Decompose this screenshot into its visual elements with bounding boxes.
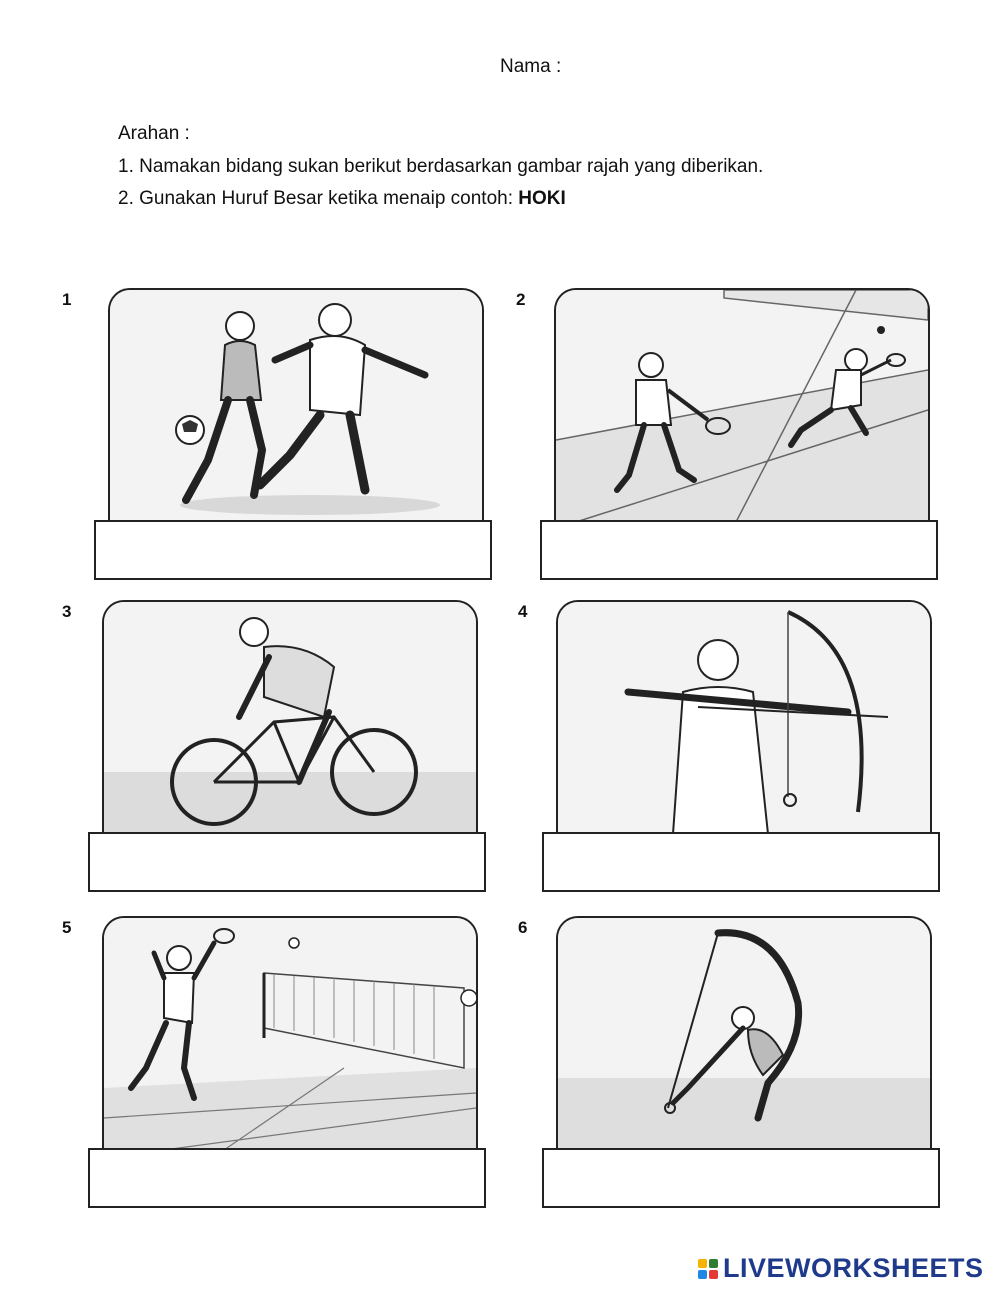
answer-input-1[interactable] xyxy=(96,522,490,578)
sport-panel-4 xyxy=(518,600,920,832)
liveworksheets-logo-icon xyxy=(698,1259,718,1279)
name-label: Nama : xyxy=(500,56,562,77)
panel-number: 4 xyxy=(518,602,528,621)
answer-box-6[interactable] xyxy=(542,1148,940,1208)
badminton-illustration xyxy=(102,916,478,1150)
badminton-icon xyxy=(104,918,476,1150)
archery-illustration xyxy=(556,600,932,834)
sport-panel-3 xyxy=(62,600,466,832)
squash-illustration xyxy=(554,288,930,522)
logo-square xyxy=(709,1270,718,1279)
panel-number: 2 xyxy=(516,290,526,309)
archery-icon xyxy=(558,602,930,834)
sport-panel-1 xyxy=(62,288,472,520)
cycling-illustration xyxy=(102,600,478,834)
answer-box-1[interactable] xyxy=(94,520,492,580)
sport-panel-6 xyxy=(518,916,920,1148)
answer-box-3[interactable] xyxy=(88,832,486,892)
squash-icon xyxy=(556,290,928,522)
sport-panel-2 xyxy=(516,288,918,520)
logo-square xyxy=(698,1259,707,1268)
answer-input-6[interactable] xyxy=(544,1150,938,1206)
answer-box-5[interactable] xyxy=(88,1148,486,1208)
football-icon xyxy=(110,290,482,522)
panel-number: 6 xyxy=(518,918,528,937)
panel-number: 3 xyxy=(62,602,72,621)
instruction-2-text: 2. Gunakan Huruf Besar ketika menaip contoh: xyxy=(118,188,519,210)
instructions-title: Arahan : xyxy=(118,123,190,144)
answer-box-2[interactable] xyxy=(540,520,938,580)
logo-square xyxy=(698,1270,707,1279)
instruction-2 xyxy=(118,186,763,213)
answer-input-4[interactable] xyxy=(544,834,938,890)
instruction-1: 1. Namakan bidang sukan berikut berdasarkan gambar rajah yang diberikan. xyxy=(118,155,764,177)
panel-number: 5 xyxy=(62,918,72,937)
answer-box-4[interactable] xyxy=(542,832,940,892)
football-illustration xyxy=(108,288,484,522)
logo-square xyxy=(709,1259,718,1268)
cycling-icon xyxy=(104,602,476,834)
liveworksheets-brand xyxy=(698,1253,984,1284)
instruction-2-example: HOKI xyxy=(518,188,566,210)
panel-number: 1 xyxy=(62,290,72,309)
instructions xyxy=(118,121,763,219)
answer-input-3[interactable] xyxy=(90,834,484,890)
answer-input-2[interactable] xyxy=(542,522,936,578)
sport-panel-5 xyxy=(62,916,466,1148)
brand-text: LIVEWORKSHEETS xyxy=(723,1253,984,1283)
gymnastics-illustration xyxy=(556,916,932,1150)
answer-input-5[interactable] xyxy=(90,1150,484,1206)
gymnastics-icon xyxy=(558,918,930,1150)
